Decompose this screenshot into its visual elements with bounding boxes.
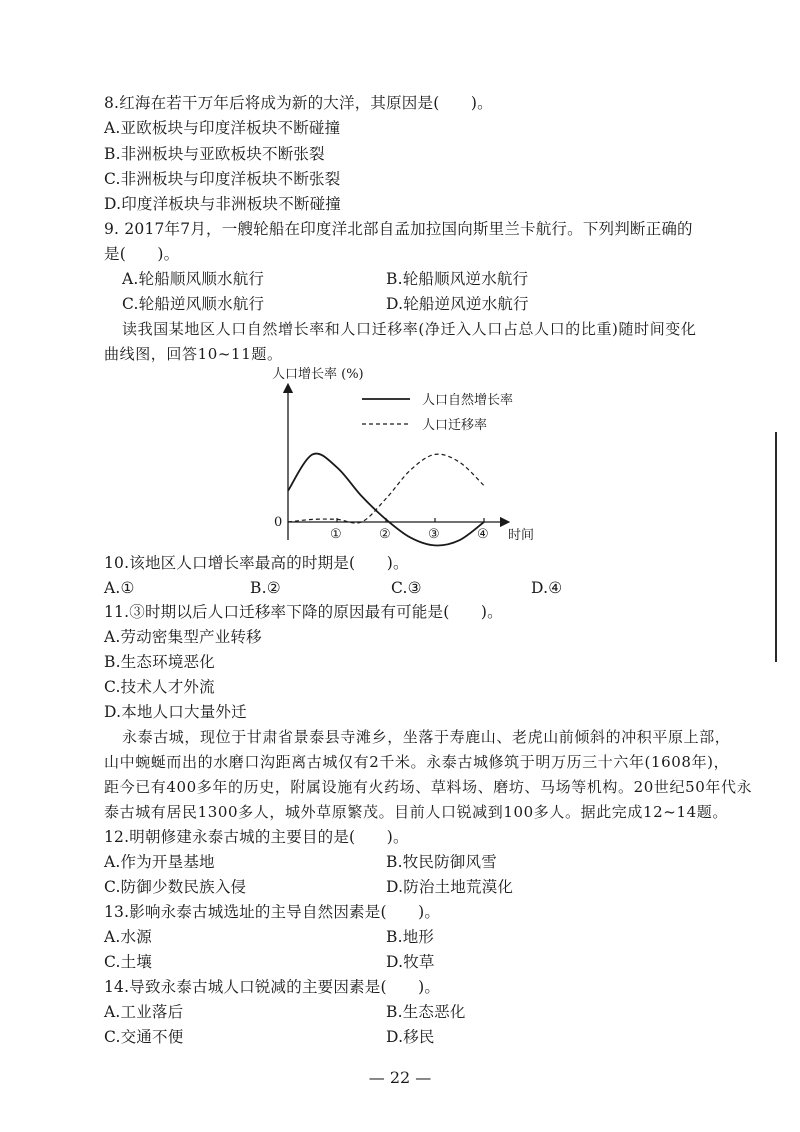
q9-option-b: B.轮船顺风逆水航行 — [386, 270, 529, 288]
q13-option-d: D.牧草 — [386, 953, 435, 971]
q12-option-b: B.牧民防御风雪 — [386, 853, 497, 871]
q11-option-a: A.劳动密集型产业转移 — [104, 628, 262, 646]
q10-stem: 10.该地区人口增长率最高的时期是( )。 — [104, 554, 409, 572]
x-tick-label: ② — [379, 527, 391, 542]
q9-option-a: A.轮船顺风顺水航行 — [122, 270, 265, 288]
passage-line-2: 山中蜿蜒而出的水磨口沟距离古城仅有2千米。永泰古城修筑于明万历三十六年(1608年)， — [104, 753, 730, 771]
q9-stem-line-2: 是( )。 — [104, 245, 180, 263]
x-axis-label: 时间 — [508, 528, 535, 543]
intro-line-2: 曲线图，回答10~11题。 — [104, 345, 283, 363]
q11-option-b: B.生态环境恶化 — [104, 653, 215, 671]
scan-margin-bar — [775, 432, 777, 662]
q8-option-c: C.非洲板块与印度洋板块不断张裂 — [104, 170, 341, 188]
q11-option-d: D.本地人口大量外迁 — [104, 703, 247, 721]
x-tick-label: ① — [330, 527, 342, 542]
x-tick-label: ③ — [428, 527, 440, 542]
origin-label: 0 — [274, 515, 283, 530]
q9-option-d: D.轮船逆风逆水航行 — [386, 295, 529, 313]
q14-option-b: B.生态恶化 — [386, 1003, 466, 1021]
q8-stem: 8.红海在若干万年后将成为新的大洋，其原因是( )。 — [104, 94, 493, 112]
y-axis-label: 人口增长率 (%) — [272, 367, 364, 382]
q9-stem-line-1: 9. 2017年7月，一艘轮船在印度洋北部自孟加拉国向斯里兰卡航行。下列判断正确的 — [104, 220, 693, 238]
q12-option-a: A.作为开垦基地 — [104, 853, 215, 871]
passage-line-3: 距今已有400多年的历史，附属设施有火药场、草料场、磨坊、马场等机构。20世纪50年代永 — [104, 778, 753, 796]
q8-option-d: D.印度洋板块与非洲板块不断碰撞 — [104, 195, 342, 213]
passage-line-4: 泰古城有居民1300多人，城外草原繁茂。目前人口锐减到100多人。据此完成12~14题。 — [104, 803, 728, 821]
q11-stem: 11.③时期以后人口迁移率下降的原因最有可能是( )。 — [104, 603, 503, 621]
q14-option-c: C.交通不便 — [104, 1028, 184, 1046]
q8-option-a: A.亚欧板块与印度洋板块不断碰撞 — [104, 119, 341, 137]
q13-option-b: B.地形 — [386, 928, 435, 946]
x-tick-label: ④ — [477, 527, 489, 542]
passage-line-1: 永泰古城，现位于甘肃省景泰县寺滩乡，坐落于寿鹿山、老虎山前倾斜的冲积平原上部， — [122, 728, 731, 746]
q13-option-a: A.水源 — [104, 928, 152, 946]
q10-option-b: B.② — [250, 579, 281, 597]
q13-stem: 13.影响永泰古城选址的主导自然因素是( )。 — [104, 903, 441, 921]
q12-option-c: C.防御少数民族入侵 — [104, 878, 247, 896]
legend-migration: 人口迁移率 — [422, 418, 488, 433]
page-number: — 22 — — [368, 1068, 432, 1087]
q13-option-c: C.土壤 — [104, 953, 153, 971]
series-migration-line — [288, 454, 484, 523]
q9-option-c: C.轮船逆风顺水航行 — [122, 295, 265, 313]
q12-stem: 12.明朝修建永泰古城的主要目的是( )。 — [104, 828, 409, 846]
population-chart — [250, 362, 550, 552]
q12-option-d: D.防治土地荒漠化 — [386, 878, 514, 896]
q14-stem: 14.导致永泰古城人口锐减的主要因素是( )。 — [104, 978, 441, 996]
q11-option-c: C.技术人才外流 — [104, 678, 215, 696]
q14-option-d: D.移民 — [386, 1028, 435, 1046]
q10-option-c: C.③ — [391, 579, 422, 597]
q8-option-b: B.非洲板块与亚欧板块不断张裂 — [104, 145, 325, 163]
q10-option-a: A.① — [104, 579, 135, 597]
q14-option-a: A.工业落后 — [104, 1003, 184, 1021]
intro-line-1: 读我国某地区人口自然增长率和人口迁移率(净迁入人口占总人口的比重)随时间变化 — [122, 320, 697, 338]
q10-option-d: D.④ — [531, 579, 563, 597]
legend-natural-growth: 人口自然增长率 — [422, 393, 514, 408]
